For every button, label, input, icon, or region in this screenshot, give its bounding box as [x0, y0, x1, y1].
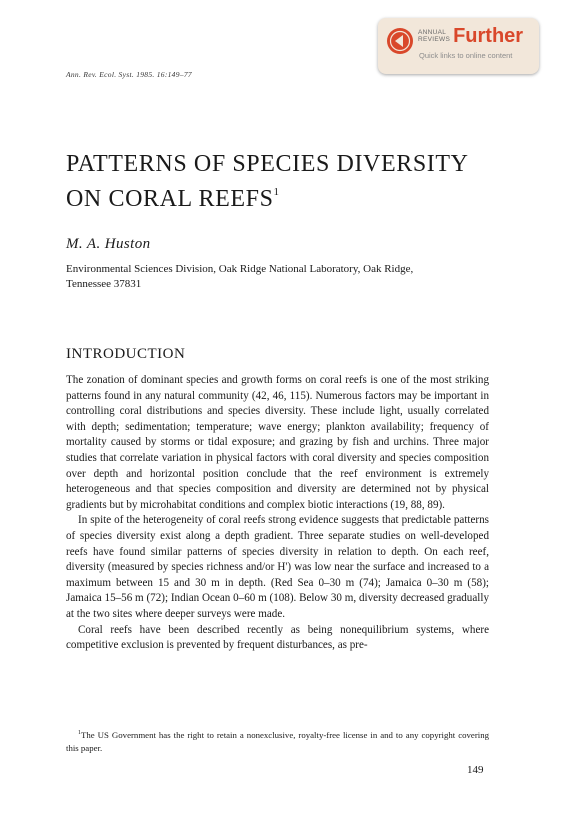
title-footnote-mark: 1 [273, 186, 280, 198]
journal-citation: Ann. Rev. Ecol. Syst. 1985. 16:149–77 [66, 70, 192, 79]
footnote-mark: 1 [78, 730, 81, 736]
footnote-body [66, 727, 489, 755]
author-affiliation [66, 262, 506, 292]
page-number: 149 [467, 764, 484, 776]
badge-title-row [418, 25, 523, 47]
section-heading: INTRODUCTION [66, 346, 186, 362]
title-line-1: PATTERNS OF SPECIES DIVERSITY [66, 151, 469, 177]
title-line-2: ON CORAL REEFS [66, 186, 274, 212]
affiliation-line-1: Environmental Sciences Division, Oak Ridge National Laboratory, Oak Ridge, [66, 263, 414, 275]
badge-reviews-text: REVIEWS [418, 36, 451, 43]
footnote [66, 727, 489, 755]
badge-annual-text: ANNUAL [418, 29, 447, 36]
annual-reviews-wordmark [418, 29, 450, 43]
paragraph: Coral reefs have been described recently as being nonequilibrium systems, where competitive exclusion is prevented by frequent disturbances, as pre- [66, 623, 489, 652]
body-text [66, 373, 489, 654]
affiliation-line-2: Tennessee 37831 [66, 278, 142, 290]
annual-reviews-logo-icon [386, 27, 414, 55]
footnote-text: The US Government has the right to retain a nonexclusive, royalty-free license in and to any copyright covering this paper. [66, 730, 489, 753]
author-name: M. A. Huston [66, 236, 151, 252]
annual-reviews-further-badge[interactable] [378, 18, 539, 74]
badge-tagline: Quick links to online content [419, 51, 513, 60]
paper-title [66, 150, 469, 213]
paragraph: The zonation of dominant species and growth forms on coral reefs is one of the most striking patterns found in any natural community (42, 46, 115). Numerous factors may be important in controlling coral distributions and species diversity. These include light, usually correlated with depth; sedimentation; temperature; wave energy; plankton availability; frequency of mortality caused by storms or tidal exposure; and grazing by fish and urchins. Three major studies that correlate variation in physical factors with coral diversity and species composition over depth and horizontal position conclude that the reef environment is extremely heterogeneous and that species composition and diversity are determined not by physical gradients but by microhabitat conditions and complex biotic interactions (19, 88, 89). [66, 374, 489, 511]
badge-further-text: Further [453, 25, 524, 47]
paragraph: In spite of the heterogeneity of coral reefs strong evidence suggests that predictable patterns of species diversity exist along a depth gradient. Three separate studies on well-developed reefs have found similar patterns of species diversity in relation to depth. On each reef, diversity (measured by species richness and/or H') was low near the surface and increased to a maximum between 15 and 30 m in depth. (Red Sea 0–30 m (74); Jamaica 0–30 m (58); Jamaica 15–56 m (72); Indian Ocean 0–60 m (108). Below 30 m, diversity decreased gradually at the two sites where deeper surveys were made. [66, 514, 489, 620]
